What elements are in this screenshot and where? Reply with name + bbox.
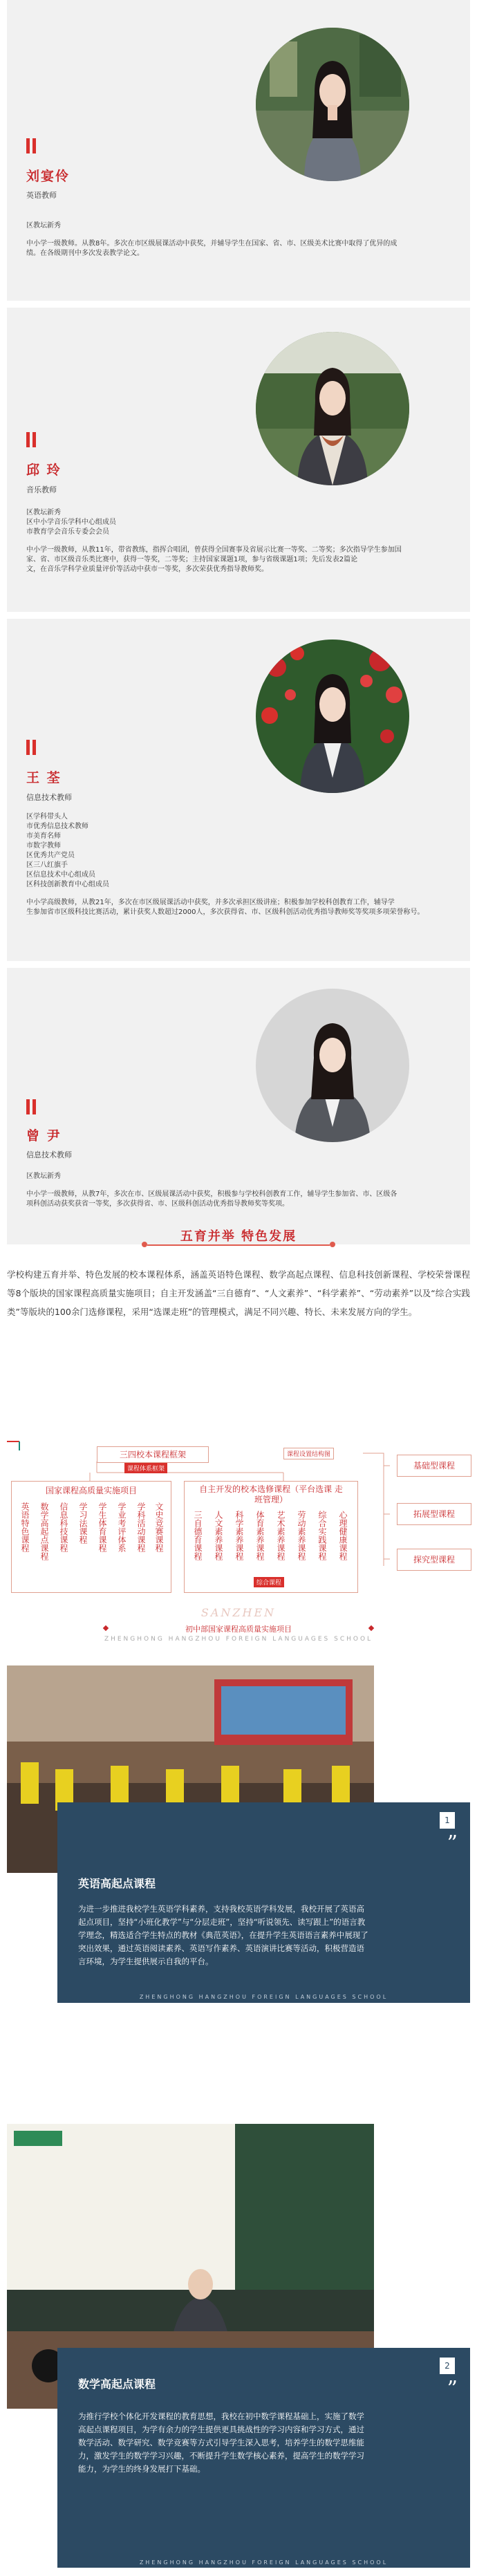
left-item: 英语特色课程 — [20, 1502, 30, 1552]
diagram-root-tag: 课程体系框架 — [124, 1463, 167, 1473]
teacher-photo-2 — [256, 332, 409, 485]
side-box: 基础型课程 — [397, 1455, 471, 1477]
right-item: 心理健康课程 — [338, 1511, 348, 1560]
school-en-name: ZHENGHONG HANGZHOU FOREIGN LANGUAGES SCHOOL — [139, 2559, 389, 2566]
diagram-right-group — [184, 1481, 358, 1593]
deco-en-title: SANZHEN — [200, 1606, 277, 1619]
diagram-left-group — [11, 1481, 171, 1593]
left-item: 学生体育课程 — [97, 1502, 107, 1552]
accent-bars — [26, 740, 36, 755]
info-line: 区优秀共产党员 — [26, 852, 75, 859]
info-line: 市教育学会音乐专委会会员 — [26, 528, 109, 536]
section-heading: 五育并举 特色发展 — [180, 1229, 297, 1244]
school-en-name: ZHENGHONG HANGZHOU FOREIGN LANGUAGES SCHOOL — [139, 1994, 389, 2000]
project-title: 数学高起点课程 — [78, 2378, 156, 2391]
info-line: 区信息技术中心组成员 — [26, 871, 95, 879]
teacher-info — [26, 1172, 455, 1209]
teacher-card-1 — [7, 0, 470, 301]
accent-bars — [26, 1099, 36, 1114]
info-line: 中小学高级教师，从教21年，多次在市区级展课活动中获奖，并多次承担区级讲座；积极参加学校科创教育工作，辅导学 — [26, 899, 395, 906]
heading-dot-right — [330, 1242, 335, 1247]
info-line: 市美育名师 — [26, 832, 61, 840]
project-number: 1 — [440, 1812, 455, 1829]
projects-title: 初中部国家课程高质量实施项目 — [185, 1625, 292, 1634]
left-item: 信息科技课程 — [59, 1502, 68, 1552]
quote-icon: ” — [447, 2377, 458, 2401]
teacher-info — [26, 812, 455, 917]
info-line: 文，在音乐学科学业质量评价等活动中获市一等奖，多次荣获优秀指导教师奖。 — [26, 566, 268, 573]
info-line: 区教坛新秀 — [26, 509, 61, 516]
info-line: 中小学一级教师，从教11年，带省教练，指挥合唱团，曾获得全国赛事及省展示比赛一等奖、二等奖；多次指导学生参加国 — [26, 546, 402, 554]
info-line: 绩。在各级期刊中多次发表教学论文。 — [26, 250, 144, 257]
heading-underline — [147, 1244, 330, 1246]
info-line: 区学科带头人 — [26, 813, 68, 821]
info-line: 市数字教师 — [26, 842, 61, 850]
teacher-info — [26, 221, 455, 259]
right-item: 科学素养课程 — [234, 1511, 244, 1560]
info-line: 项科创活动获奖获省一等奖，多次获得省、市、区级科创活动优秀指导教师奖等奖项。 — [26, 1200, 289, 1208]
right-item: 人文素养课程 — [214, 1511, 223, 1560]
left-item: 数学高起点课程 — [39, 1502, 49, 1560]
info-line: 家、省、市区级音乐类比赛中，获得一等奖，二等奖；主持国家课题1项，参与省级课题1项；先后发表2篇论 — [26, 556, 358, 563]
teacher-card-3 — [7, 619, 470, 961]
teacher-card-4 — [7, 968, 470, 1244]
teacher-info — [26, 508, 455, 575]
info-line: 中小学一级教师，从教7年，多次在市、区级展课活动中获奖，积极参与学校科创教育工作，辅导学生参加省、市、区级各 — [26, 1191, 398, 1198]
diagram-root: 三四校本课程框架 — [97, 1446, 209, 1463]
left-item: 学科活动课程 — [136, 1502, 146, 1552]
info-line: 生参加省市区级科技比赛活动，累计获奖人数超过2000人，多次获得省、市、区级科创活动优秀指导教师奖等奖项多项荣誉称号。 — [26, 908, 424, 916]
accent-bars — [26, 138, 36, 153]
teacher-name: 王 荃 — [26, 770, 62, 785]
project-panel-1 — [57, 1802, 470, 2003]
teacher-photo-1 — [256, 28, 409, 181]
info-line: 区教坛新秀 — [26, 1173, 61, 1180]
project-panel-2 — [57, 2348, 470, 2568]
left-item: 学业考评体系 — [117, 1502, 127, 1552]
teacher-subject: 音乐教师 — [26, 485, 57, 494]
right-group-title: 自主开发的校本选修课程（平台选课 走班管理） — [199, 1484, 343, 1504]
right-item: 体育素养课程 — [255, 1511, 265, 1560]
left-item: 学习法课程 — [78, 1502, 88, 1544]
teacher-subject: 信息技术教师 — [26, 793, 72, 802]
accent-bars — [26, 432, 36, 447]
side-box: 拓展型课程 — [397, 1503, 471, 1525]
section-intro: 学校构建五育并举、特色发展的校本课程体系，涵盖英语特色课程、数学高起点课程、信息科技创新课程、学校荣誉课程等8个版块的国家课程高质量实施项目；自主开发涵盖“三自德育”、“人文素养”、“科学素养”、“劳动素养”以及“综合实践类”等版块的100余门选修课程，采用“选课走班”的管理模式，满足不同兴趣、特长、未来发展方向的学生。 — [7, 1269, 470, 1317]
side-box: 探究型课程 — [397, 1549, 471, 1571]
diagram-side-tag: 课程设置结构图 — [283, 1448, 334, 1459]
info-line: 区教坛新秀 — [26, 222, 61, 230]
left-item: 文史竞赛课程 — [154, 1502, 164, 1552]
heading-dot-left — [142, 1242, 147, 1247]
teacher-subject: 英语教师 — [26, 191, 57, 200]
school-en-name: ZHENGHONG HANGZHOU FOREIGN LANGUAGES SCHOOL — [104, 1636, 373, 1643]
project-text: 为进一步推进我校学生英语学科素养，支持我校英语学科发展，我校开展了英语高起点项目，坚持“小班化教学”与“分层走班”，坚持“听说领先、读写跟上”的语言教学理念，精选适合学生特点的教材《典范英语》，在提升学生英语语言素养中展现了突出效果，通过英语阅读素养、英语写作素养、英语演讲比赛等活动，积极营造语言环境，为学生提供展示自我的平台。 — [78, 1904, 368, 1966]
quote-icon: ” — [447, 1831, 458, 1856]
teacher-card-2 — [7, 308, 470, 612]
teacher-name: 刘宴伶 — [26, 169, 71, 184]
teacher-photo-4 — [256, 989, 409, 1142]
info-line: 区中小学音乐学科中心组成员 — [26, 519, 116, 526]
project-number: 2 — [440, 2358, 455, 2374]
project-text: 为推行学校个体化开发课程的教育思想，我校在初中数学课程基础上，实施了数学高起点课程项目，为学有余力的学生提供更具挑战性的学习内容和学习方式，通过数学活动、数学研究、数学竞赛等方式引导学生深入思考，培养学生的数学思维能力，激发学生的数学学习兴趣，不断提升学生数学核心素养，提高学生的数学学习能力，为学生的终身发展打下基础。 — [78, 2411, 364, 2474]
right-item: 综合实践课程 — [317, 1511, 327, 1560]
teacher-subject: 信息技术教师 — [26, 1150, 72, 1159]
course-diagram — [7, 1438, 470, 1597]
info-line: 市优秀信息技术教师 — [26, 823, 88, 830]
teacher-name: 邱 玲 — [26, 463, 62, 478]
teacher-name: 曾 尹 — [26, 1128, 62, 1144]
teacher-photo-3 — [256, 640, 409, 793]
right-group-tag: 综合课程 — [254, 1577, 284, 1587]
info-line: 区科技创新教育中心组成员 — [26, 881, 109, 888]
project-title: 英语高起点课程 — [78, 1877, 156, 1890]
right-item: 三自德育课程 — [193, 1511, 203, 1560]
right-item: 艺术素养课程 — [276, 1511, 286, 1560]
right-item: 劳动素养课程 — [297, 1511, 306, 1560]
info-line: 区三八红旗手 — [26, 861, 68, 869]
info-line: 中小学一级教师。从教8年。多次在市区级展课活动中获奖，并辅导学生在国家、省、市、区级美术比赛中取得了优异的成 — [26, 240, 398, 248]
left-group-title: 国家课程高质量实施项目 — [45, 1486, 137, 1495]
